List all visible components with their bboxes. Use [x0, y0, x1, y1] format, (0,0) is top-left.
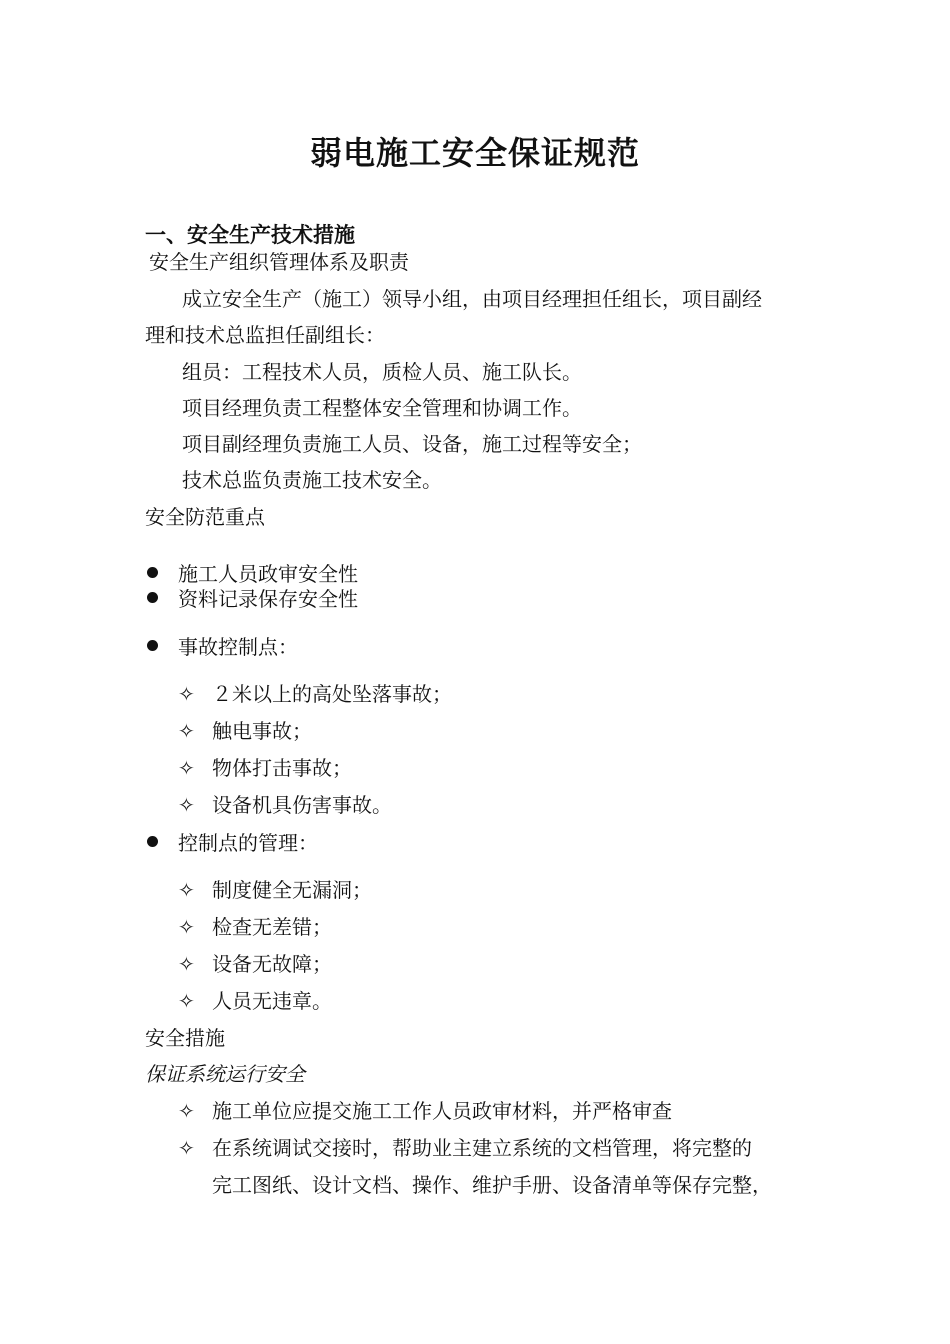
bullet-icon [147, 640, 158, 651]
subheading-system-safety: 保证系统运行安全 [145, 1062, 305, 1086]
list-item: 物体打击事故； [212, 756, 352, 780]
subheading-organization: 安全生产组织管理体系及职责 [149, 250, 409, 274]
list-item: 设备无故障； [212, 952, 332, 976]
paragraph-line: 理和技术总监担任副组长： [145, 323, 385, 347]
star-bullet-icon: ✧ [178, 793, 195, 817]
members-line: 组员：工程技术人员，质检人员、施工队长。 [182, 360, 582, 384]
list-item: 在系统调试交接时，帮助业主建立系统的文档管理，将完整的 [212, 1136, 752, 1160]
subheading-focus: 安全防范重点 [145, 505, 265, 529]
paragraph-line: 成立安全生产（施工）领导小组，由项目经理担任组长，项目副经 [182, 287, 762, 311]
star-bullet-icon: ✧ [178, 719, 195, 743]
list-item: 触电事故； [212, 719, 312, 743]
list-item: 检查无差错； [212, 915, 332, 939]
list-item: 制度健全无漏洞； [212, 878, 372, 902]
list-item: 施工单位应提交施工工作人员政审材料，并严格审查 [212, 1099, 672, 1123]
list-item: ２米以上的高处坠落事故； [212, 682, 452, 706]
star-bullet-icon: ✧ [178, 1136, 195, 1160]
document-title: 弱电施工安全保证规范 [309, 134, 640, 172]
duty-line: 项目副经理负责施工人员、设备，施工过程等安全； [182, 432, 642, 456]
subheading-measures: 安全措施 [145, 1026, 225, 1050]
star-bullet-icon: ✧ [178, 989, 195, 1013]
star-bullet-icon: ✧ [178, 952, 195, 976]
star-bullet-icon: ✧ [178, 682, 195, 706]
list-item: 设备机具伤害事故。 [212, 793, 392, 817]
list-item: 人员无违章。 [212, 989, 332, 1013]
bullet-icon [147, 836, 158, 847]
star-bullet-icon: ✧ [178, 878, 195, 902]
bullet-icon [147, 592, 158, 603]
duty-line: 项目经理负责工程整体安全管理和协调工作。 [182, 396, 582, 420]
list-item: 事故控制点： [178, 635, 298, 659]
section-heading: 一、安全生产技术措施 [145, 222, 355, 247]
bullet-icon [147, 567, 158, 578]
list-item: 施工人员政审安全性 [178, 562, 358, 586]
duty-line: 技术总监负责施工技术安全。 [182, 468, 442, 492]
list-item: 资料记录保存安全性 [178, 587, 358, 611]
star-bullet-icon: ✧ [178, 756, 195, 780]
star-bullet-icon: ✧ [178, 915, 195, 939]
star-bullet-icon: ✧ [178, 1099, 195, 1123]
list-item: 控制点的管理： [178, 831, 318, 855]
list-item-continuation: 完工图纸、设计文档、操作、维护手册、设备清单等保存完整， [212, 1173, 772, 1197]
